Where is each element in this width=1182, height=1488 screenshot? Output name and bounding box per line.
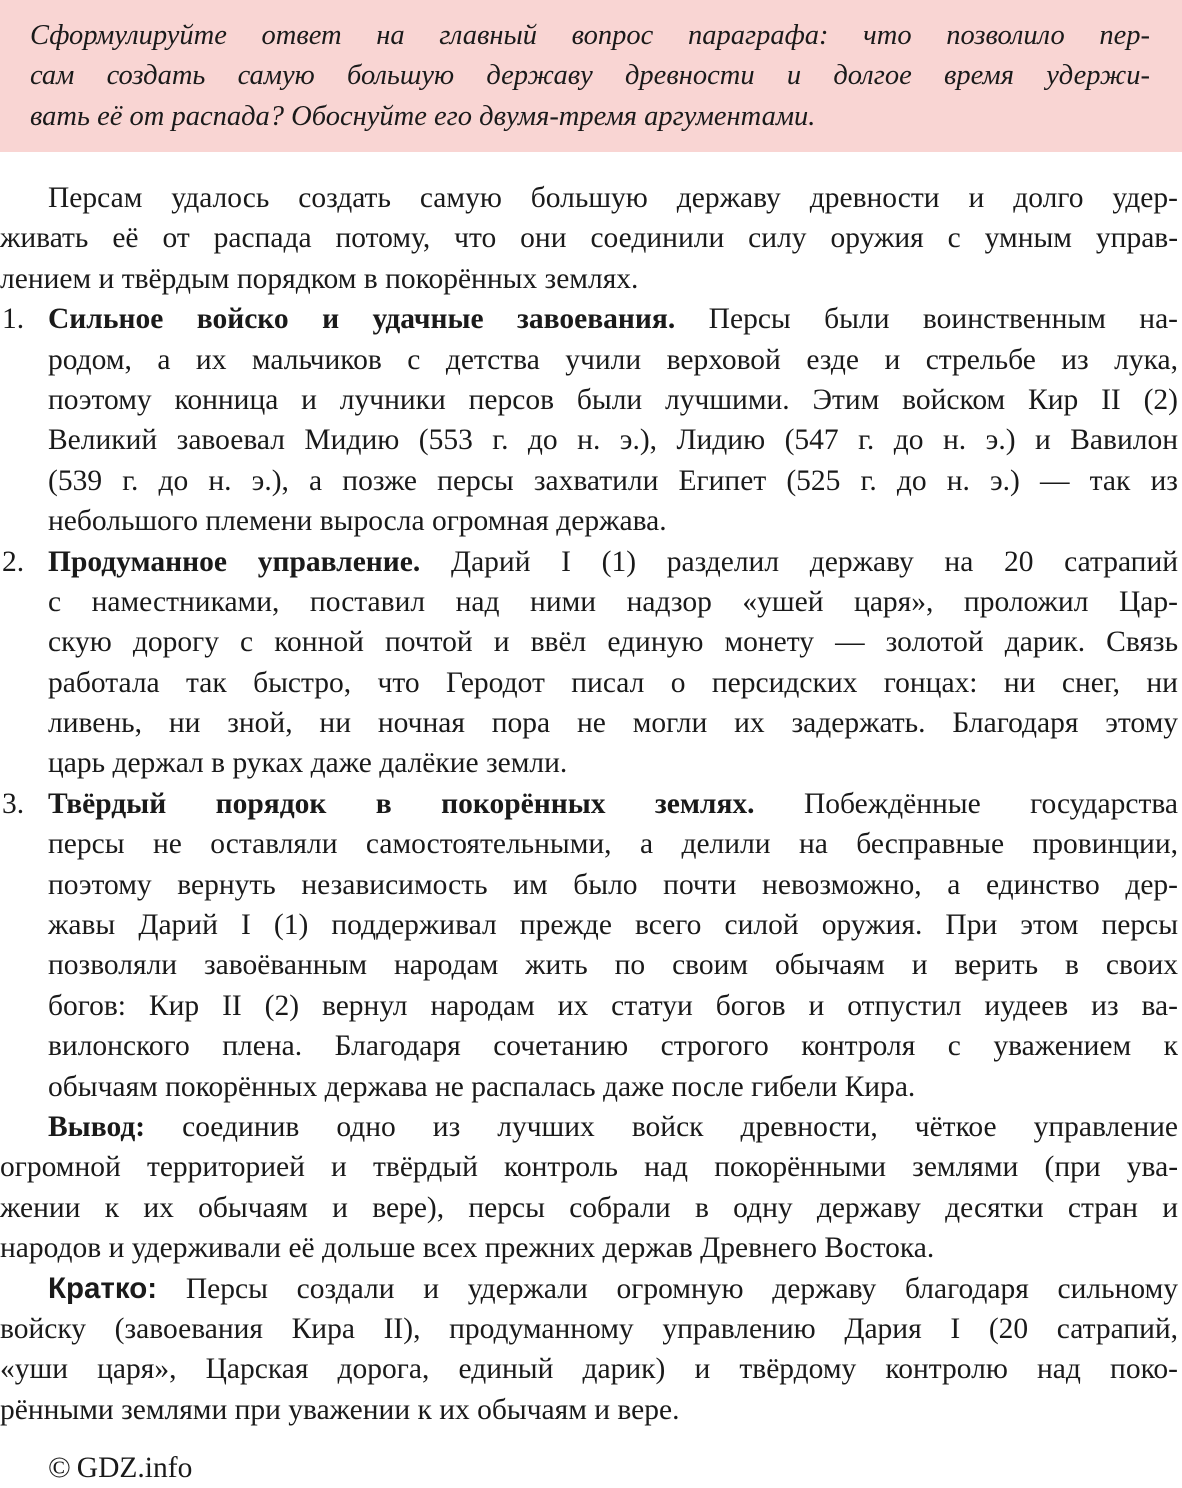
list-item-line: ливень, ни зной, ни ночная пора не могли их задержать. Благодаря этому bbox=[48, 707, 1179, 740]
answer-body bbox=[0, 178, 1182, 1430]
conclusion-paragraph bbox=[0, 1107, 1182, 1269]
list-item-text: Дарий I (1) разделил державу на 20 сатрапий bbox=[420, 545, 1179, 578]
conclusion-line: народов и удерживали её дольше всех прежних держав Древнего Востока. bbox=[0, 1232, 935, 1265]
list-item-heading: Сильное войско и удачные завоевания. bbox=[48, 303, 676, 336]
conclusion-line: огромной территорией и твёрдый контроль над покорёнными землями (при ува- bbox=[0, 1151, 1179, 1184]
list-item-line: позволяли завоёванным народам жить по своим обычаям и верить в своих bbox=[48, 949, 1179, 982]
list-item-line: небольшого племени выросла огромная держава. bbox=[48, 505, 667, 538]
list-item-text: Персы были воинственным на- bbox=[675, 303, 1179, 336]
summary-label: Кратко: bbox=[48, 1271, 158, 1305]
list-number: 1. bbox=[2, 303, 25, 336]
summary-paragraph bbox=[0, 1269, 1182, 1431]
question-line: сам создать самую большую державу древности и долгое время удержи- bbox=[30, 60, 1151, 92]
intro-paragraph bbox=[0, 178, 1182, 299]
list-item-line: с наместниками, поставил над ними надзор «ушей царя», проложил Цар- bbox=[48, 585, 1178, 618]
list-item-heading: Продуманное управление. bbox=[48, 545, 421, 578]
list-item-text: Побеждённые государства bbox=[754, 787, 1179, 820]
conclusion-line: жении к их обычаям и вере), персы собрали в одну державу десятки стран и bbox=[0, 1191, 1178, 1224]
list-item-line: вилонского плена. Благодаря сочетанию строгого контроля с уважением к bbox=[48, 1030, 1179, 1063]
list-number: 2. bbox=[2, 545, 25, 578]
list-number: 3. bbox=[2, 787, 25, 820]
summary-line: войску (завоевания Кира II), продуманному управлению Дария I (20 сатрапий, bbox=[0, 1312, 1179, 1345]
list-item bbox=[0, 299, 1182, 541]
summary-line: рёнными землями при уважении к их обычаям и вере. bbox=[0, 1393, 680, 1426]
list-item-line: царь держал в руках даже далёкие земли. bbox=[48, 747, 568, 780]
intro-line: живать её от распада потому, что они соединили силу оружия с умным управ- bbox=[0, 222, 1179, 255]
question-box bbox=[0, 0, 1182, 152]
list-item-line: богов: Кир II (2) вернул народам их статуи богов и отпустил иудеев из ва- bbox=[48, 989, 1178, 1022]
list-item-line: обычаям покорённых держава не распалась даже после гибели Кира. bbox=[48, 1070, 916, 1103]
conclusion-first-line bbox=[0, 1107, 1182, 1147]
conclusion-label: Вывод: bbox=[48, 1110, 146, 1143]
footer-brand: GDZ.info bbox=[76, 1452, 193, 1484]
list-item-line: Великий завоевал Мидию (553 г. до н. э.), Лидию (547 г. до н. э.) и Вавилон bbox=[48, 424, 1178, 457]
copyright-icon: © bbox=[48, 1451, 71, 1484]
conclusion-text: соединив одно из лучших войск древности, чёткое управление bbox=[145, 1110, 1179, 1143]
list-item-first-line bbox=[0, 784, 1182, 824]
list-item-line: родом, а их мальчиков с детства учили верховой езде и стрельбе из лука, bbox=[48, 343, 1178, 376]
list-item bbox=[0, 542, 1182, 784]
list-item-line: (539 г. до н. э.), а позже персы захватили Египет (525 г. до н. э.) — так из bbox=[48, 464, 1178, 497]
list-item-line: персы не оставляли самостоятельными, а делили на бесправные провинции, bbox=[48, 828, 1179, 861]
list-item-first-line bbox=[0, 542, 1182, 582]
summary-text: Персы создали и удержали огромную державу благодаря сильному bbox=[157, 1272, 1178, 1305]
intro-line: Персам удалось создать самую большую державу древности и долго удер- bbox=[48, 182, 1178, 214]
list-item-heading: Твёрдый порядок в покорённых землях. bbox=[48, 787, 755, 820]
question-line: вать её от распада? Обоснуйте его двумя-тремя аргументами. bbox=[30, 100, 816, 132]
question-line: Сформулируйте ответ на главный вопрос параграфа: что позволило пер- bbox=[30, 20, 1150, 51]
summary-first-line bbox=[0, 1269, 1182, 1309]
list-item-line: поэтому вернуть независимость им было почти невозможно, а единство дер- bbox=[48, 868, 1178, 901]
list-item-line: жавы Дарий I (1) поддерживал прежде всего силой оружия. При этом персы bbox=[48, 909, 1179, 942]
summary-line: «уши царя», Царская дорога, единый дарик) и твёрдому контролю над поко- bbox=[0, 1353, 1178, 1386]
footer-credit bbox=[48, 1450, 192, 1486]
list-item-first-line bbox=[0, 299, 1182, 339]
list-item-line: скую дорогу с конной почтой и ввёл единую монету — золотой дарик. Связь bbox=[48, 626, 1179, 659]
list-item-line: работала так быстро, что Геродот писал о персидских гонцах: ни снег, ни bbox=[48, 666, 1178, 699]
list-item bbox=[0, 784, 1182, 1107]
intro-line: лением и твёрдым порядком в покорённых землях. bbox=[0, 262, 639, 295]
list-item-line: поэтому конница и лучники персов были лучшими. Этим войском Кир II (2) bbox=[48, 383, 1178, 416]
